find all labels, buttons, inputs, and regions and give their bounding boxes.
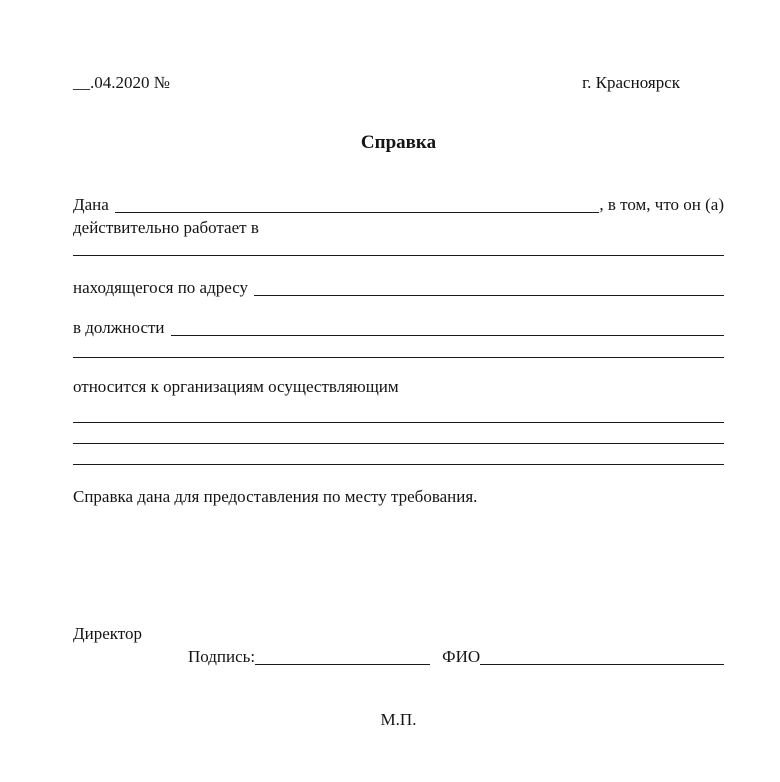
stamp-place-label: М.П. (380, 710, 417, 729)
category-line (73, 375, 724, 398)
position-extra-blank-line[interactable] (73, 338, 724, 358)
given-prefix-label: Дана (73, 195, 109, 214)
director-line (73, 622, 724, 645)
position-blank[interactable] (171, 316, 724, 339)
category-blank-line-1[interactable] (73, 403, 724, 423)
given-suffix-label: , в том, что он (а) (599, 195, 724, 214)
fio-blank[interactable] (480, 645, 724, 668)
address-line (73, 276, 724, 299)
given-line (73, 193, 724, 216)
purpose-text: Справка дана для предоставления по месту требования. (73, 487, 478, 506)
signature-blank[interactable] (255, 645, 430, 668)
address-blank[interactable] (254, 276, 724, 299)
category-blank-line-3[interactable] (73, 445, 724, 465)
category-blank-line-2[interactable] (73, 424, 724, 444)
document-header (73, 71, 724, 94)
signature-label: Подпись: (188, 647, 256, 666)
date-number-line: __.04.2020 № (73, 73, 170, 92)
purpose-line (73, 485, 724, 508)
position-line (73, 316, 724, 339)
position-label: в должности (73, 318, 165, 337)
director-label: Директор (73, 624, 142, 643)
signature-line (73, 645, 724, 668)
signature-indent (73, 645, 188, 668)
address-label: находящегося по адресу (73, 278, 249, 297)
works-at-label: действительно работает в (73, 218, 259, 237)
city-label: г. Красноярск (582, 73, 680, 92)
document-title: Справка (360, 132, 437, 153)
organization-blank-line[interactable] (73, 236, 724, 256)
signature-gap (430, 645, 442, 668)
fio-label: ФИО (442, 647, 481, 666)
category-label: относится к организациям осуществляющим (73, 377, 399, 396)
given-name-blank[interactable] (115, 193, 600, 216)
